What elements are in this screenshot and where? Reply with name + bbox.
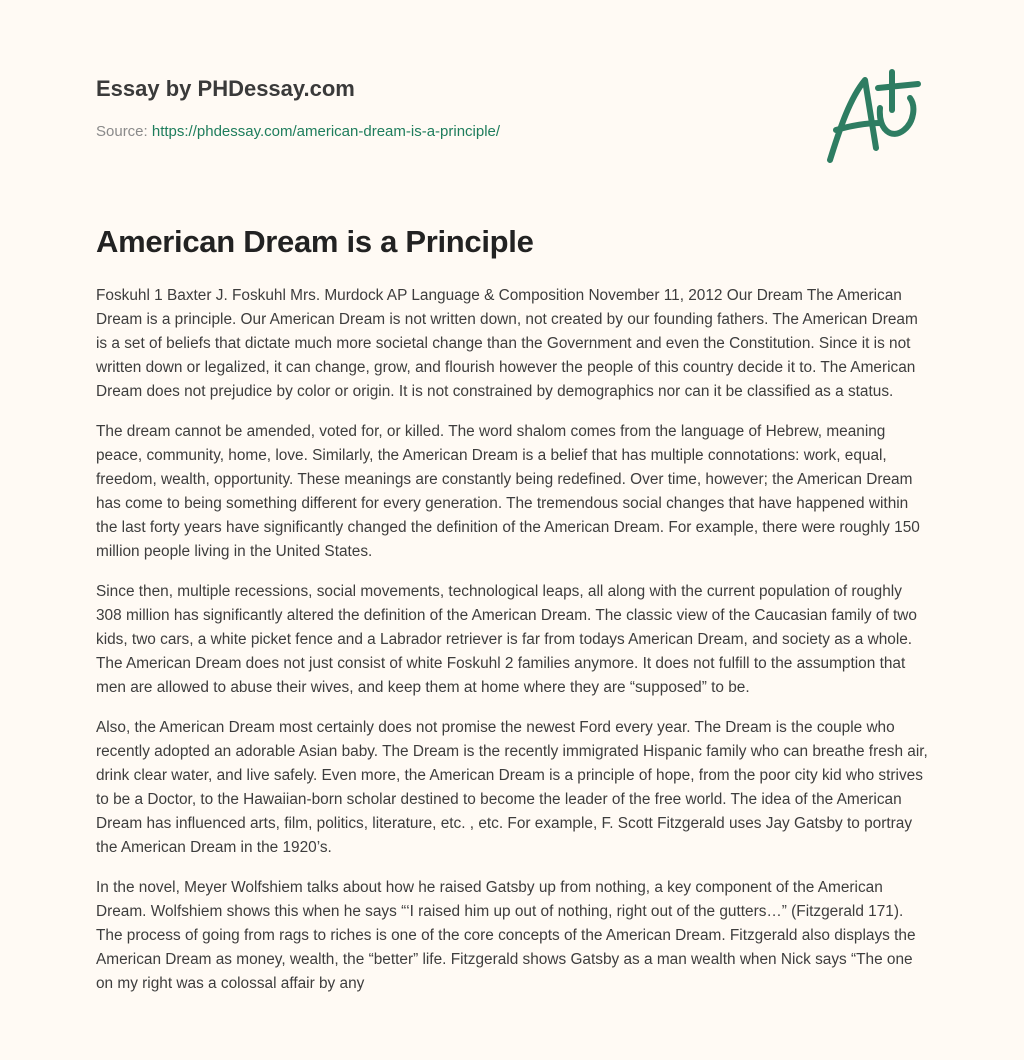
site-title: Essay by PHDessay.com bbox=[96, 76, 355, 101]
article-body bbox=[96, 284, 930, 1012]
source-line bbox=[96, 123, 500, 140]
paragraph: Also, the American Dream most certainly does not promise the newest Ford every year. The Dream is the couple who recently adopted an adorable Asian baby. The Dream is the recently immigrated Hispanic family who can breathe fresh air, drink clear water, and live safely. Even more, the American Dream is a principle of hope, from the poor city kid who strives to be a Doctor, to the Hawaiian-born scholar destined to become the leader of the free world. The idea of the American Dream has influenced arts, film, politics, literature, etc. , etc. For example, F. Scott Fitzgerald uses Jay Gatsby to portray the American Dream in the 1920’s. bbox=[96, 719, 928, 856]
paragraph: In the novel, Meyer Wolfshiem talks about how he raised Gatsby up from nothing, a key component of the American Dream. Wolfshiem shows this when he says “‘I raised him up out of nothing, right out of the gutters…” (Fitzgerald 171). The process of going from rags to riches is one of the core concepts of the American Dream. Fitzgerald also displays the American Dream as money, wealth, the “better” life. Fitzgerald shows Gatsby as a man wealth when Nick says “The one on my right was a colossal affair by any bbox=[96, 879, 916, 992]
paragraph: Foskuhl 1 Baxter J. Foskuhl Mrs. Murdock AP Language & Composition November 11, 2012 Our Dream The American Dream is a principle. Our American Dream is not written down, not created by our founding fathers. The American Dream is a set of beliefs that dictate much more societal change than the Government and even the Constitution. Since it is not written down or legalized, it can change, grow, and flourish however the people of this country decide it to. The American Dream does not prejudice by color or origin. It is not constrained by demographics nor can it be classified as a status. bbox=[96, 287, 918, 400]
source-link[interactable]: https://phdessay.com/american-dream-is-a-principle/ bbox=[151, 123, 501, 140]
paragraph: The dream cannot be amended, voted for, or killed. The word shalom comes from the language of Hebrew, meaning peace, community, home, love. Similarly, the American Dream is a belief that has multiple connotations: work, equal, freedom, wealth, opportunity. These meanings are constantly being redefined. Over time, however; the American Dream has come to being something different for every generation. The tremendous social changes that have happened within the last forty years have significantly changed the definition of the American Dream. For example, there were roughly 150 million people living in the United States. bbox=[96, 423, 920, 560]
page-header bbox=[0, 0, 1024, 230]
a-plus-logo-icon bbox=[820, 68, 930, 168]
paragraph: Since then, multiple recessions, social movements, technological leaps, all along with the current population of roughly 308 million has significantly altered the definition of the American Dream. The classic view of the Caucasian family of two kids, two cars, a white picket fence and a Labrador retriever is far from todays American Dream, and society as a whole. The American Dream does not just consist of white Foskuhl 2 families anymore. It does not fulfill to the assumption that men are allowed to abuse their wives, and keep them at home where they are “supposed” to be. bbox=[96, 583, 917, 696]
article-title: American Dream is a Principle bbox=[96, 224, 534, 259]
source-label: Source: bbox=[96, 123, 148, 140]
